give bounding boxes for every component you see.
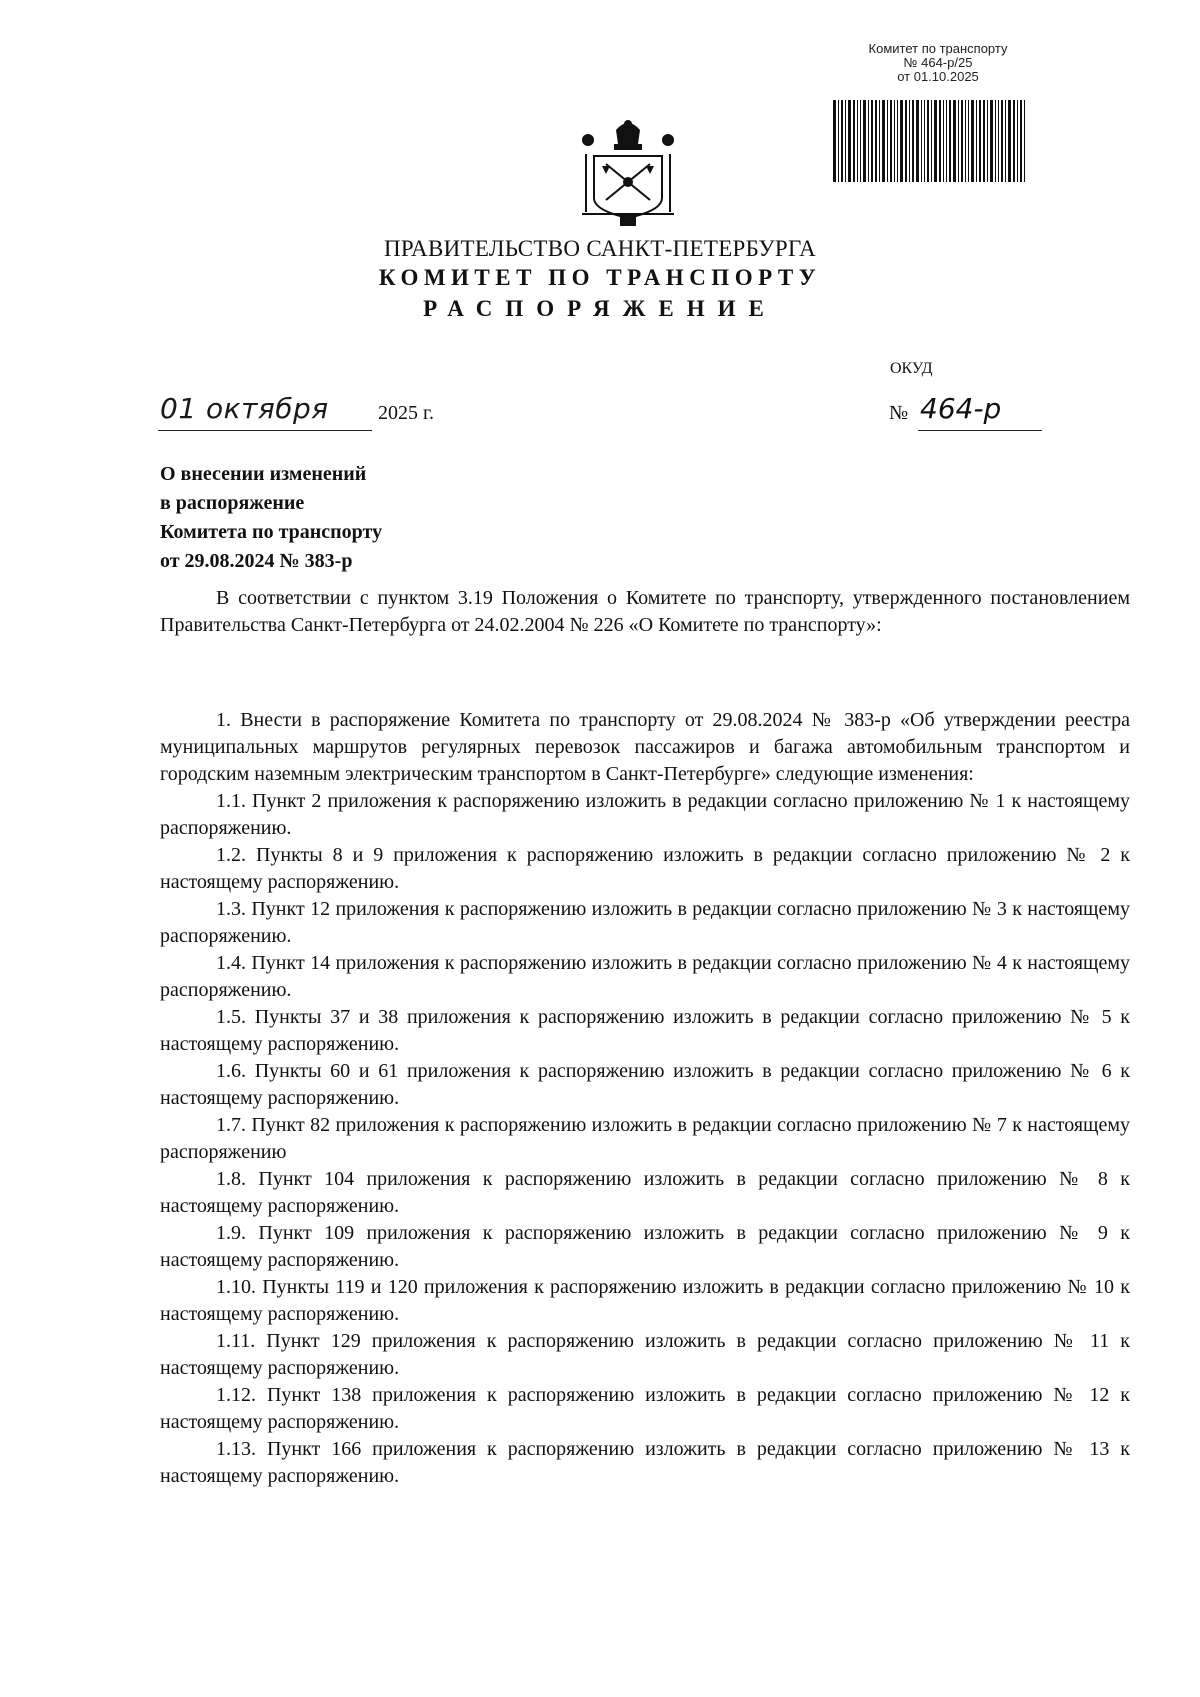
barcode-bar (943, 100, 944, 182)
barcode-bar (833, 100, 836, 182)
barcode-bar (1017, 100, 1018, 182)
document-type: РАСПОРЯЖЕНИЕ (423, 296, 777, 321)
barcode-bar (860, 100, 861, 182)
item-1-1: 1.1. Пункт 2 приложения к распоряжению изложить в редакции согласно приложению № 1 к настоящему распоряжению. (160, 790, 1130, 839)
stamp-line-committee: Комитет по транспорту (868, 41, 1008, 56)
barcode-bar (990, 100, 993, 182)
item-1-12: 1.12. Пункт 138 приложения к распоряжению изложить в редакции согласно приложению № 12 к настоящему распоряжению. (160, 1384, 1130, 1433)
barcode-bar (934, 100, 937, 182)
barcode-bar (882, 100, 885, 182)
barcode-bar (979, 100, 981, 182)
barcode-bar (1024, 100, 1025, 182)
item-1-6: 1.6. Пункты 60 и 61 приложения к распоряжению изложить в редакции согласно приложению № 6 к настоящему распоряжению. (160, 1060, 1130, 1109)
barcode-bar (931, 100, 932, 182)
item-1-9: 1.9. Пункт 109 приложения к распоряжению изложить в редакции согласно приложению № 9 к настоящему распоряжению. (160, 1222, 1130, 1271)
item-1-8: 1.8. Пункт 104 приложения к распоряжению изложить в редакции согласно приложению № 8 к настоящему распоряжению. (160, 1168, 1130, 1217)
barcode (833, 100, 1043, 182)
barcode-bar (953, 100, 956, 182)
barcode-bar (857, 100, 858, 182)
barcode-bar (848, 100, 851, 182)
barcode-bar (927, 100, 929, 182)
item-1-13: 1.13. Пункт 166 приложения к распоряжению изложить в редакции согласно приложению № 13 к настоящему распоряжению. (160, 1438, 1130, 1487)
barcode-bar (995, 100, 996, 182)
barcode-bar (1005, 100, 1006, 182)
barcode-bar (890, 100, 892, 182)
barcode-bar (894, 100, 895, 182)
government-title: ПРАВИТЕЛЬСТВО САНКТ-ПЕТЕРБУРГА (383, 236, 817, 261)
barcode-bar (871, 100, 873, 182)
barcode-bar (924, 100, 925, 182)
number-underline (918, 430, 1042, 431)
barcode-bar (897, 100, 898, 182)
barcode-bar (909, 100, 910, 182)
barcode-bar (868, 100, 869, 182)
item-1: 1. Внести в распоряжение Комитета по транспорту от 29.08.2024 № 383-р «Об утверждении реестра муниципальных маршрутов регулярных перевозок пассажиров и багажа автомобильным транспортом и городским наземным электрическим транспортом в Санкт-Петербурге» следующие изменения: (160, 709, 1130, 785)
barcode-bar (939, 100, 941, 182)
barcode-bar (971, 100, 974, 182)
barcode-bar (912, 100, 914, 182)
committee-title: КОМИТЕТ ПО ТРАНСПОРТУ (378, 265, 822, 290)
barcode-bar (921, 100, 922, 182)
item-1-3: 1.3. Пункт 12 приложения к распоряжению изложить в редакции согласно приложению № 3 к настоящему распоряжению. (160, 898, 1130, 947)
handwritten-number: 464-р (920, 392, 1002, 425)
stamp-line-date: от 01.10.2025 (897, 69, 979, 84)
barcode-bar (946, 100, 947, 182)
barcode-bar (875, 100, 877, 182)
barcode-bar (958, 100, 959, 182)
order-items (160, 707, 1130, 1490)
barcode-bar (841, 100, 843, 182)
document-subject (160, 460, 382, 576)
preamble-text: В соответствии с пунктом 3.19 Положения о Комитете по транспорту, утвержденного постановлением Правительства Санкт-Петербурга от 24.02.2004 № 226 «О Комитете по транспорту»: (160, 587, 1130, 636)
barcode-bar (949, 100, 951, 182)
barcode-bar (998, 100, 999, 182)
subject-line-3: Комитета по транспорту (160, 521, 383, 543)
barcode-bar (976, 100, 977, 182)
barcode-bar (968, 100, 969, 182)
barcode-bar (900, 100, 903, 182)
barcode-bar (863, 100, 866, 182)
item-1-2: 1.2. Пункты 8 и 9 приложения к распоряжению изложить в редакции согласно приложению № 2 к настоящему распоряжению. (160, 844, 1130, 893)
barcode-bar (961, 100, 963, 182)
item-1-10: 1.10. Пункты 119 и 120 приложения к распоряжению изложить в редакции согласно приложению № 10 к настоящему распоряжению. (160, 1276, 1130, 1325)
item-1-5: 1.5. Пункты 37 и 38 приложения к распоряжению изложить в редакции согласно приложению № 5 к настоящему распоряжению. (160, 1006, 1130, 1055)
item-1-4: 1.4. Пункт 14 приложения к распоряжению изложить в редакции согласно приложению № 4 к настоящему распоряжению. (160, 952, 1130, 1001)
subject-line-2: в распоряжение (160, 492, 305, 514)
barcode-bar (965, 100, 966, 182)
handwritten-date: 01 октября (160, 392, 329, 425)
stamp-line-number: № 464-р/25 (903, 55, 973, 70)
barcode-bar (879, 100, 880, 182)
barcode-bar (1020, 100, 1022, 182)
barcode-bar (838, 100, 839, 182)
preamble (160, 585, 1130, 639)
barcode-bar (916, 100, 919, 182)
item-1-7: 1.7. Пункт 82 приложения к распоряжению изложить в редакции согласно приложению № 7 к настоящему распоряжению (160, 1114, 1130, 1163)
subject-line-4: от 29.08.2024 № 383-р (160, 550, 353, 572)
registration-stamp (828, 42, 1048, 84)
date-underline (158, 430, 372, 431)
item-1-11: 1.11. Пункт 129 приложения к распоряжению изложить в редакции согласно приложению № 11 к настоящему распоряжению. (160, 1330, 1130, 1379)
barcode-bar (1008, 100, 1011, 182)
barcode-bar (983, 100, 985, 182)
coat-of-arms-emblem (580, 118, 676, 230)
subject-line-1: О внесении изменений (160, 463, 367, 485)
barcode-bar (905, 100, 907, 182)
barcode-bar (853, 100, 855, 182)
barcode-bar (987, 100, 988, 182)
barcode-bar (1013, 100, 1015, 182)
barcode-bar (1001, 100, 1003, 182)
number-sign: № (889, 402, 909, 424)
barcode-bar (887, 100, 888, 182)
okud-label: ОКУД (890, 360, 933, 377)
date-year: 2025 г. (378, 402, 434, 424)
barcode-bar (845, 100, 846, 182)
